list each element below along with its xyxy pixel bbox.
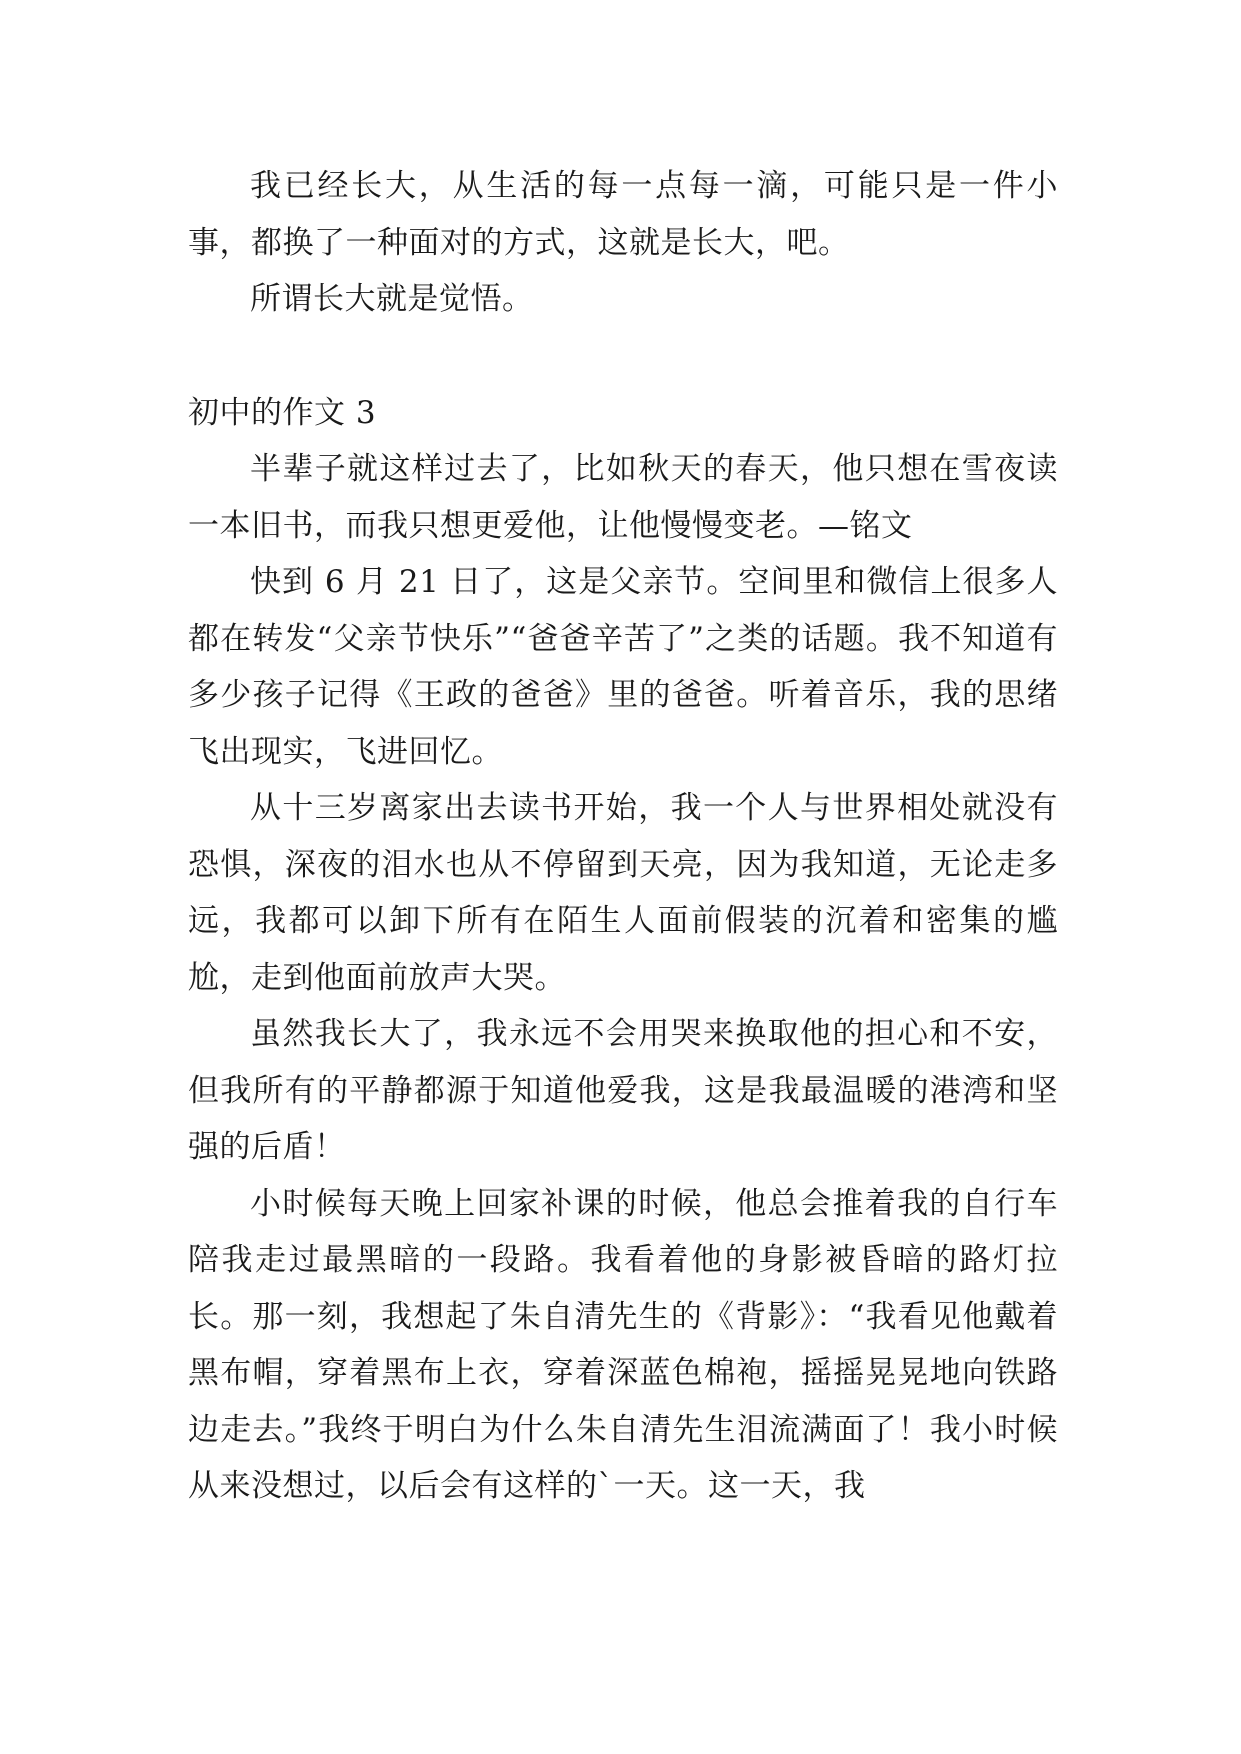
- paragraph: 半辈子就这样过去了，比如秋天的春天，他只想在雪夜读一本旧书，而我只想更爱他，让他慢慢变老。—铭文: [188, 451, 1058, 544]
- document-body: [188, 158, 1058, 1515]
- paragraph: 所谓长大就是觉悟。: [250, 281, 534, 317]
- paragraph: 小时候每天晚上回家补课的时候，他总会推着我的自行车陪我走过最黑暗的一段路。我看着他的身影被昏暗的路灯拉长。那一刻，我想起了朱自清先生的《背影》：“我看见他戴着黑布帽，穿着黑布上衣，穿着深蓝色棉袍，摇摇晃晃地向铁路边走去。”我终于明白为什么朱自清先生泪流满面了！我小时候从来没想过，以后会有这样的`一天。这一天，我: [188, 1185, 1058, 1504]
- paragraph: 我已经长大，从生活的每一点每一滴，可能只是一件小事，都换了一种面对的方式，这就是长大，吧。: [188, 168, 1058, 261]
- paragraph: 快到 6 月 21 日了，这是父亲节。空间里和微信上很多人都在转发“父亲节快乐”“爸爸辛苦了”之类的话题。我不知道有多少孩子记得《王政的爸爸》里的爸爸。听着音乐，我的思绪飞出现实，飞进回忆。: [188, 564, 1058, 770]
- paragraph: 从十三岁离家出去读书开始，我一个人与世界相处就没有恐惧，深夜的泪水也从不停留到天亮，因为我知道，无论走多远，我都可以卸下所有在陌生人面前假装的沉着和密集的尴尬，走到他面前放声大哭。: [188, 790, 1058, 996]
- section-title: 初中的作文 3: [188, 394, 377, 431]
- paragraph: 虽然我长大了，我永远不会用哭来换取他的担心和不安，但我所有的平静都源于知道他爱我，这是我最温暖的港湾和坚强的后盾！: [188, 1016, 1058, 1165]
